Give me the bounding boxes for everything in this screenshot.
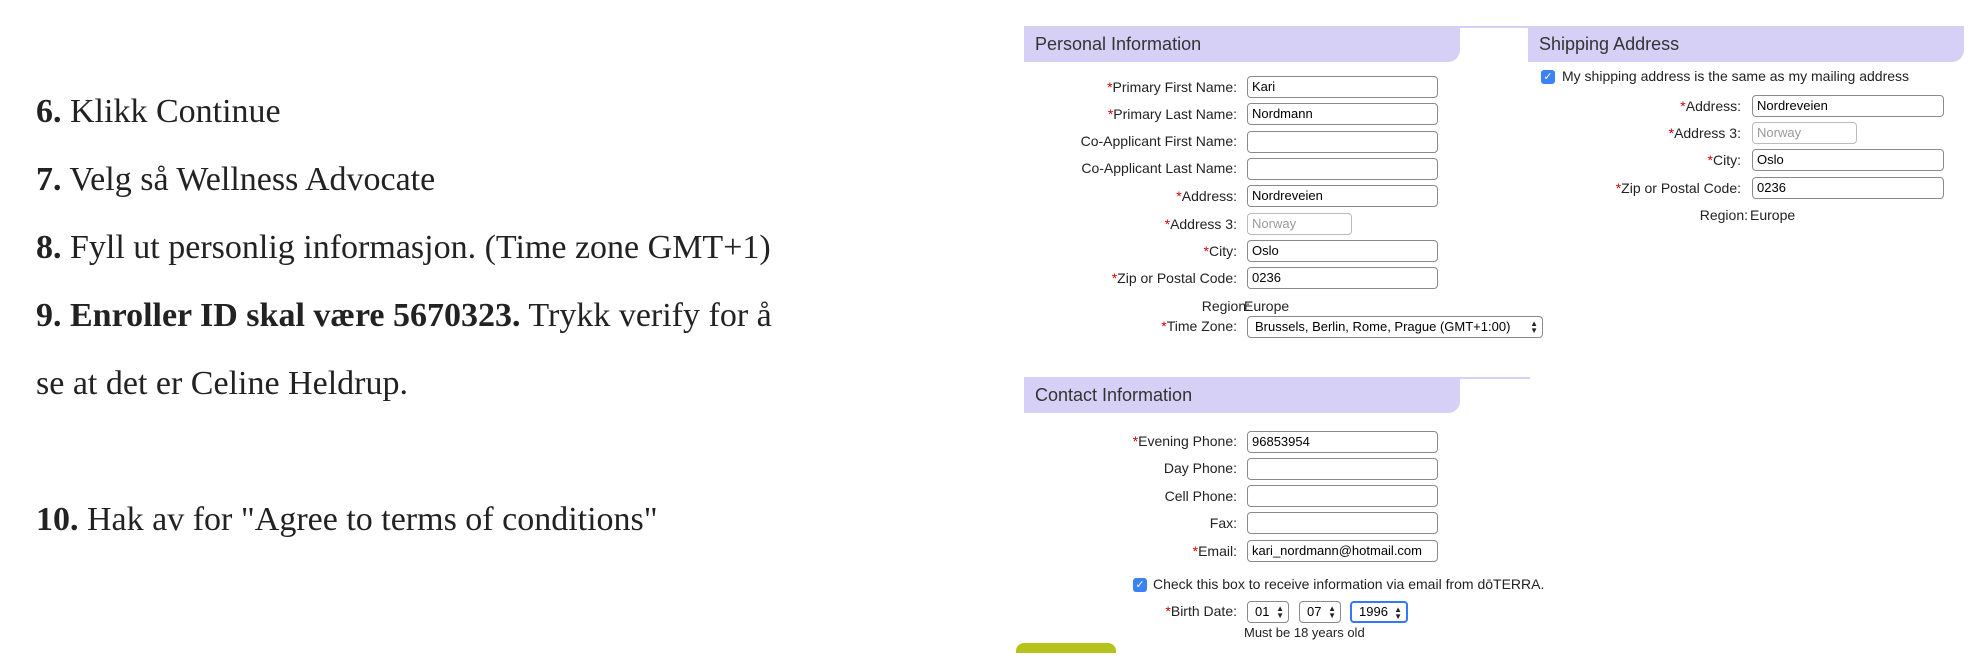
section-divider	[1458, 26, 1530, 28]
birth-day-select[interactable]: 01 ▲ ▼	[1247, 601, 1289, 623]
select-arrows-icon: ▲ ▼	[1394, 605, 1402, 621]
shipping-zip-input[interactable]: 0236	[1752, 177, 1944, 199]
birth-month-select[interactable]: 07 ▲ ▼	[1299, 601, 1341, 623]
shipping-city-label: *City:	[1707, 152, 1741, 168]
shipping-address-input[interactable]: Nordreveien	[1752, 95, 1944, 117]
primary-first-name-label: *Primary First Name:	[1107, 79, 1237, 95]
step-9: 9. Enroller ID skal være 5670323. Trykk verify for å	[36, 297, 772, 334]
birth-date-note: Must be 18 years old	[1244, 625, 1365, 640]
co-applicant-last-name-label: Co-Applicant Last Name:	[1081, 160, 1237, 176]
address-input[interactable]: Nordreveien	[1247, 185, 1438, 207]
shipping-same-checkbox[interactable]: ✓	[1541, 70, 1555, 84]
shipping-address-header: Shipping Address	[1528, 26, 1964, 62]
shipping-same-label: My shipping address is the same as my mailing address	[1562, 68, 1910, 84]
time-zone-select[interactable]: Brussels, Berlin, Rome, Prague (GMT+1:00) ▲ ▼	[1247, 316, 1543, 338]
shipping-region-label: Region:	[1699, 207, 1748, 223]
co-applicant-last-name-input[interactable]	[1247, 158, 1438, 180]
email-optin-checkbox[interactable]: ✓	[1133, 578, 1147, 592]
primary-last-name-input[interactable]: Nordmann	[1247, 103, 1438, 125]
primary-first-name-input[interactable]: Kari	[1247, 76, 1438, 98]
address3-label: *Address 3:	[1164, 216, 1237, 232]
address3-input[interactable]: Norway	[1247, 213, 1352, 235]
fax-input[interactable]	[1247, 512, 1438, 534]
time-zone-label: *Time Zone:	[1161, 318, 1237, 334]
birth-date-label: *Birth Date:	[1165, 603, 1237, 619]
step-8: 8. Fyll ut personlig informasjon. (Time zone GMT+1)	[36, 229, 771, 266]
select-arrows-icon: ▲ ▼	[1276, 604, 1284, 620]
step-9-continued: se at det er Celine Heldrup.	[36, 365, 408, 402]
primary-last-name-label: *Primary Last Name:	[1107, 106, 1237, 122]
personal-information-header: Personal Information	[1024, 26, 1460, 62]
region-value: Europe	[1244, 298, 1290, 314]
contact-information-header: Contact Information	[1024, 377, 1460, 413]
section-divider	[1458, 377, 1530, 379]
fax-label: Fax:	[1209, 515, 1237, 531]
continue-button-edge[interactable]	[1016, 643, 1116, 653]
shipping-address3-input[interactable]: Norway	[1752, 122, 1857, 144]
city-input[interactable]: Oslo	[1247, 240, 1438, 262]
co-applicant-first-name-input[interactable]	[1247, 131, 1438, 153]
step-6: 6. Klikk Continue	[36, 93, 281, 130]
shipping-region-value: Europe	[1750, 207, 1796, 223]
address-label: *Address:	[1176, 188, 1237, 204]
evening-phone-input[interactable]: 96853954	[1247, 431, 1438, 453]
zip-label: *Zip or Postal Code:	[1111, 270, 1237, 286]
step-10: 10. Hak av for "Agree to terms of conditions"	[36, 501, 658, 538]
region-label: Region:	[1201, 298, 1250, 314]
shipping-address-label: *Address:	[1680, 98, 1741, 114]
day-phone-label: Day Phone:	[1163, 460, 1237, 476]
email-label: *Email:	[1192, 543, 1237, 559]
shipping-city-input[interactable]: Oslo	[1752, 149, 1944, 171]
evening-phone-label: *Evening Phone:	[1132, 433, 1237, 449]
day-phone-input[interactable]	[1247, 458, 1438, 480]
email-input[interactable]: kari_nordmann@hotmail.com	[1247, 540, 1438, 562]
select-arrows-icon: ▲ ▼	[1530, 319, 1538, 335]
city-label: *City:	[1203, 243, 1237, 259]
zip-input[interactable]: 0236	[1247, 267, 1438, 289]
step-7: 7. Velg så Wellness Advocate	[36, 161, 436, 198]
email-optin-label: Check this box to receive information via email from dōTERRA.	[1153, 576, 1545, 592]
shipping-address3-label: *Address 3:	[1668, 125, 1741, 141]
select-arrows-icon: ▲ ▼	[1328, 604, 1336, 620]
shipping-zip-label: *Zip or Postal Code:	[1615, 180, 1741, 196]
co-applicant-first-name-label: Co-Applicant First Name:	[1080, 133, 1237, 149]
cell-phone-input[interactable]	[1247, 485, 1438, 507]
cell-phone-label: Cell Phone:	[1164, 488, 1237, 504]
birth-year-select[interactable]: 1996 ▲ ▼	[1350, 601, 1408, 623]
